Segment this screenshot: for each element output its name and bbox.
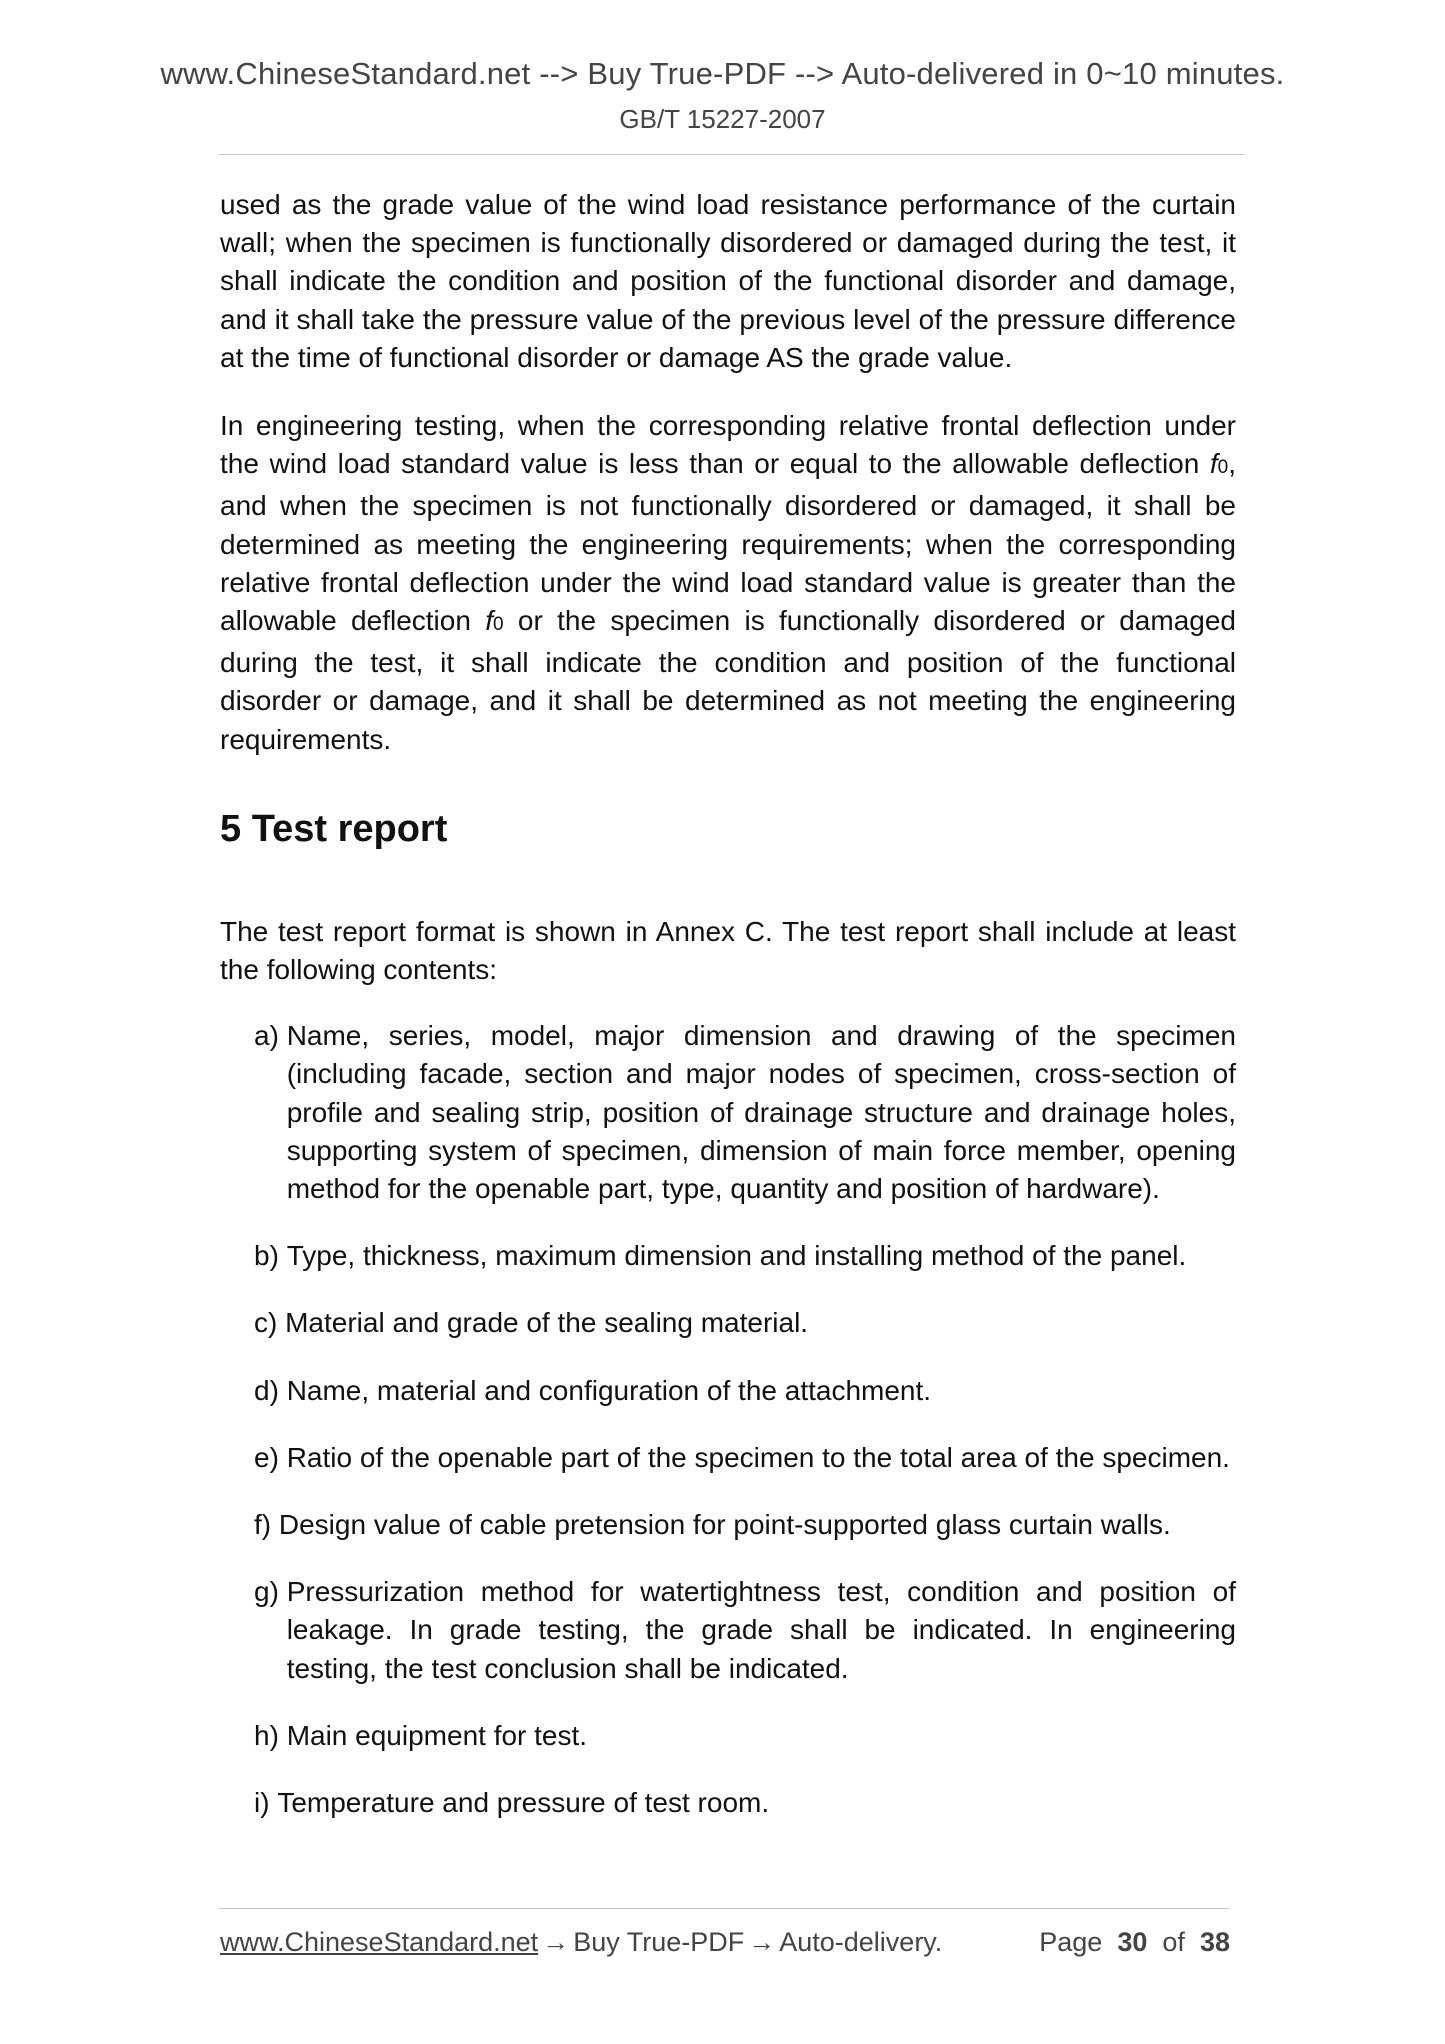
header-divider: [219, 154, 1244, 155]
list-item: [254, 1237, 1236, 1275]
deflection-symbol: f: [485, 605, 494, 637]
paragraph-grade-value: used as the grade value of the wind load resistance performance of the curtain wall; when the specimen is functionally disordered or damaged during the test, it shall indicate the condition and position of the functional disorder and damage, and it shall take the pressure value of the previous level of the pressure difference at the time of functional disorder or damage AS the grade value.: [220, 189, 1236, 373]
list-item-text: Name, series, model, major dimension and drawing of the specimen (including facade, section and major nodes of specimen, cross-section of profile and sealing strip, position of drainage structure and drainage holes, supporting system of specimen, dimension of main force member, opening method for the openable part, type, quantity and position of hardware).: [286, 1020, 1236, 1205]
list-item: [254, 1304, 1236, 1342]
deflection-symbol: f: [1209, 448, 1218, 480]
deflection-subscript: 0: [493, 614, 504, 636]
list-marker: a): [254, 1020, 287, 1052]
website-link[interactable]: www.ChineseStandard.net: [220, 1927, 539, 1957]
para2-part3: or the specimen is functionally disordered or damaged during the test, it shall indicate the condition and position of the functional disorder or damage, and it shall be determined as not meeting the engineering requirements.: [220, 605, 1236, 755]
list-item: [254, 1372, 1236, 1410]
list-item-text: Temperature and pressure of test room.: [277, 1787, 770, 1819]
paragraph-engineering-testing: [220, 407, 1236, 759]
list-item-text: Pressurization method for watertightness test, condition and position of leakage. In grade testing, the grade shall be indicated. In engineering testing, the test conclusion shall be indicated.: [286, 1576, 1236, 1684]
list-marker: h): [254, 1719, 287, 1751]
list-marker: e): [254, 1441, 287, 1473]
list-marker: g): [254, 1576, 287, 1608]
list-item: [254, 1784, 1236, 1822]
page-label: Page: [1039, 1927, 1103, 1957]
list-item: [254, 1573, 1236, 1688]
arrow-right-icon: →: [748, 1927, 776, 1957]
standard-code: GB/T 15227-2007: [619, 104, 826, 134]
page-indicator: [1039, 1927, 1230, 1958]
list-item-text: Material and grade of the sealing material.: [285, 1307, 809, 1339]
list-marker: i): [254, 1787, 278, 1819]
footer-delivery-text: Auto-delivery.: [779, 1927, 943, 1957]
para2-part2: , and when the specimen is not functionally disordered or damaged, it shall be determined as meeting the engineering requirements; when the corresponding relative frontal deflection under the wind load standard value is greater than the allowable deflection: [220, 448, 1236, 637]
footer-promo: [220, 1927, 942, 1958]
list-marker: c): [254, 1307, 286, 1339]
list-marker: d): [254, 1374, 287, 1406]
footer-divider: [219, 1908, 1229, 1909]
list-item: [254, 1017, 1236, 1208]
list-item-text: Ratio of the openable part of the specimen to the total area of the specimen.: [286, 1441, 1230, 1473]
of-label: of: [1162, 1927, 1185, 1957]
section-heading-test-report: 5 Test report: [220, 807, 448, 850]
page-number: 30: [1117, 1927, 1148, 1957]
list-marker: f): [254, 1509, 279, 1541]
arrow-right-icon: →: [542, 1927, 570, 1957]
list-item-text: Name, material and configuration of the attachment.: [286, 1374, 932, 1406]
list-item: [254, 1717, 1236, 1755]
report-contents-list: [220, 1017, 1236, 1822]
list-item-text: Main equipment for test.: [286, 1719, 588, 1751]
list-marker: b): [254, 1240, 287, 1272]
page-total: 38: [1199, 1927, 1230, 1957]
page-footer: [220, 1927, 1230, 1958]
header-banner: www.ChineseStandard.net --> Buy True-PDF --> Auto-delivered in 0~10 minutes.: [160, 56, 1285, 91]
deflection-subscript: 0: [1217, 457, 1229, 479]
para2-part1: In engineering testing, when the corresponding relative frontal deflection under the wind load standard value is less than or equal to the allowable deflection: [220, 410, 1236, 480]
paragraph-report-intro: The test report format is shown in Annex C. The test report shall include at least the following contents:: [220, 915, 1236, 986]
list-item-text: Design value of cable pretension for point-supported glass curtain walls.: [278, 1509, 1171, 1541]
list-item-text: Type, thickness, maximum dimension and installing method of the panel.: [286, 1240, 1187, 1272]
document-body: [220, 186, 1236, 1851]
footer-buy-text: Buy True-PDF: [573, 1927, 745, 1957]
list-item: [254, 1506, 1236, 1544]
list-item: [254, 1439, 1236, 1477]
